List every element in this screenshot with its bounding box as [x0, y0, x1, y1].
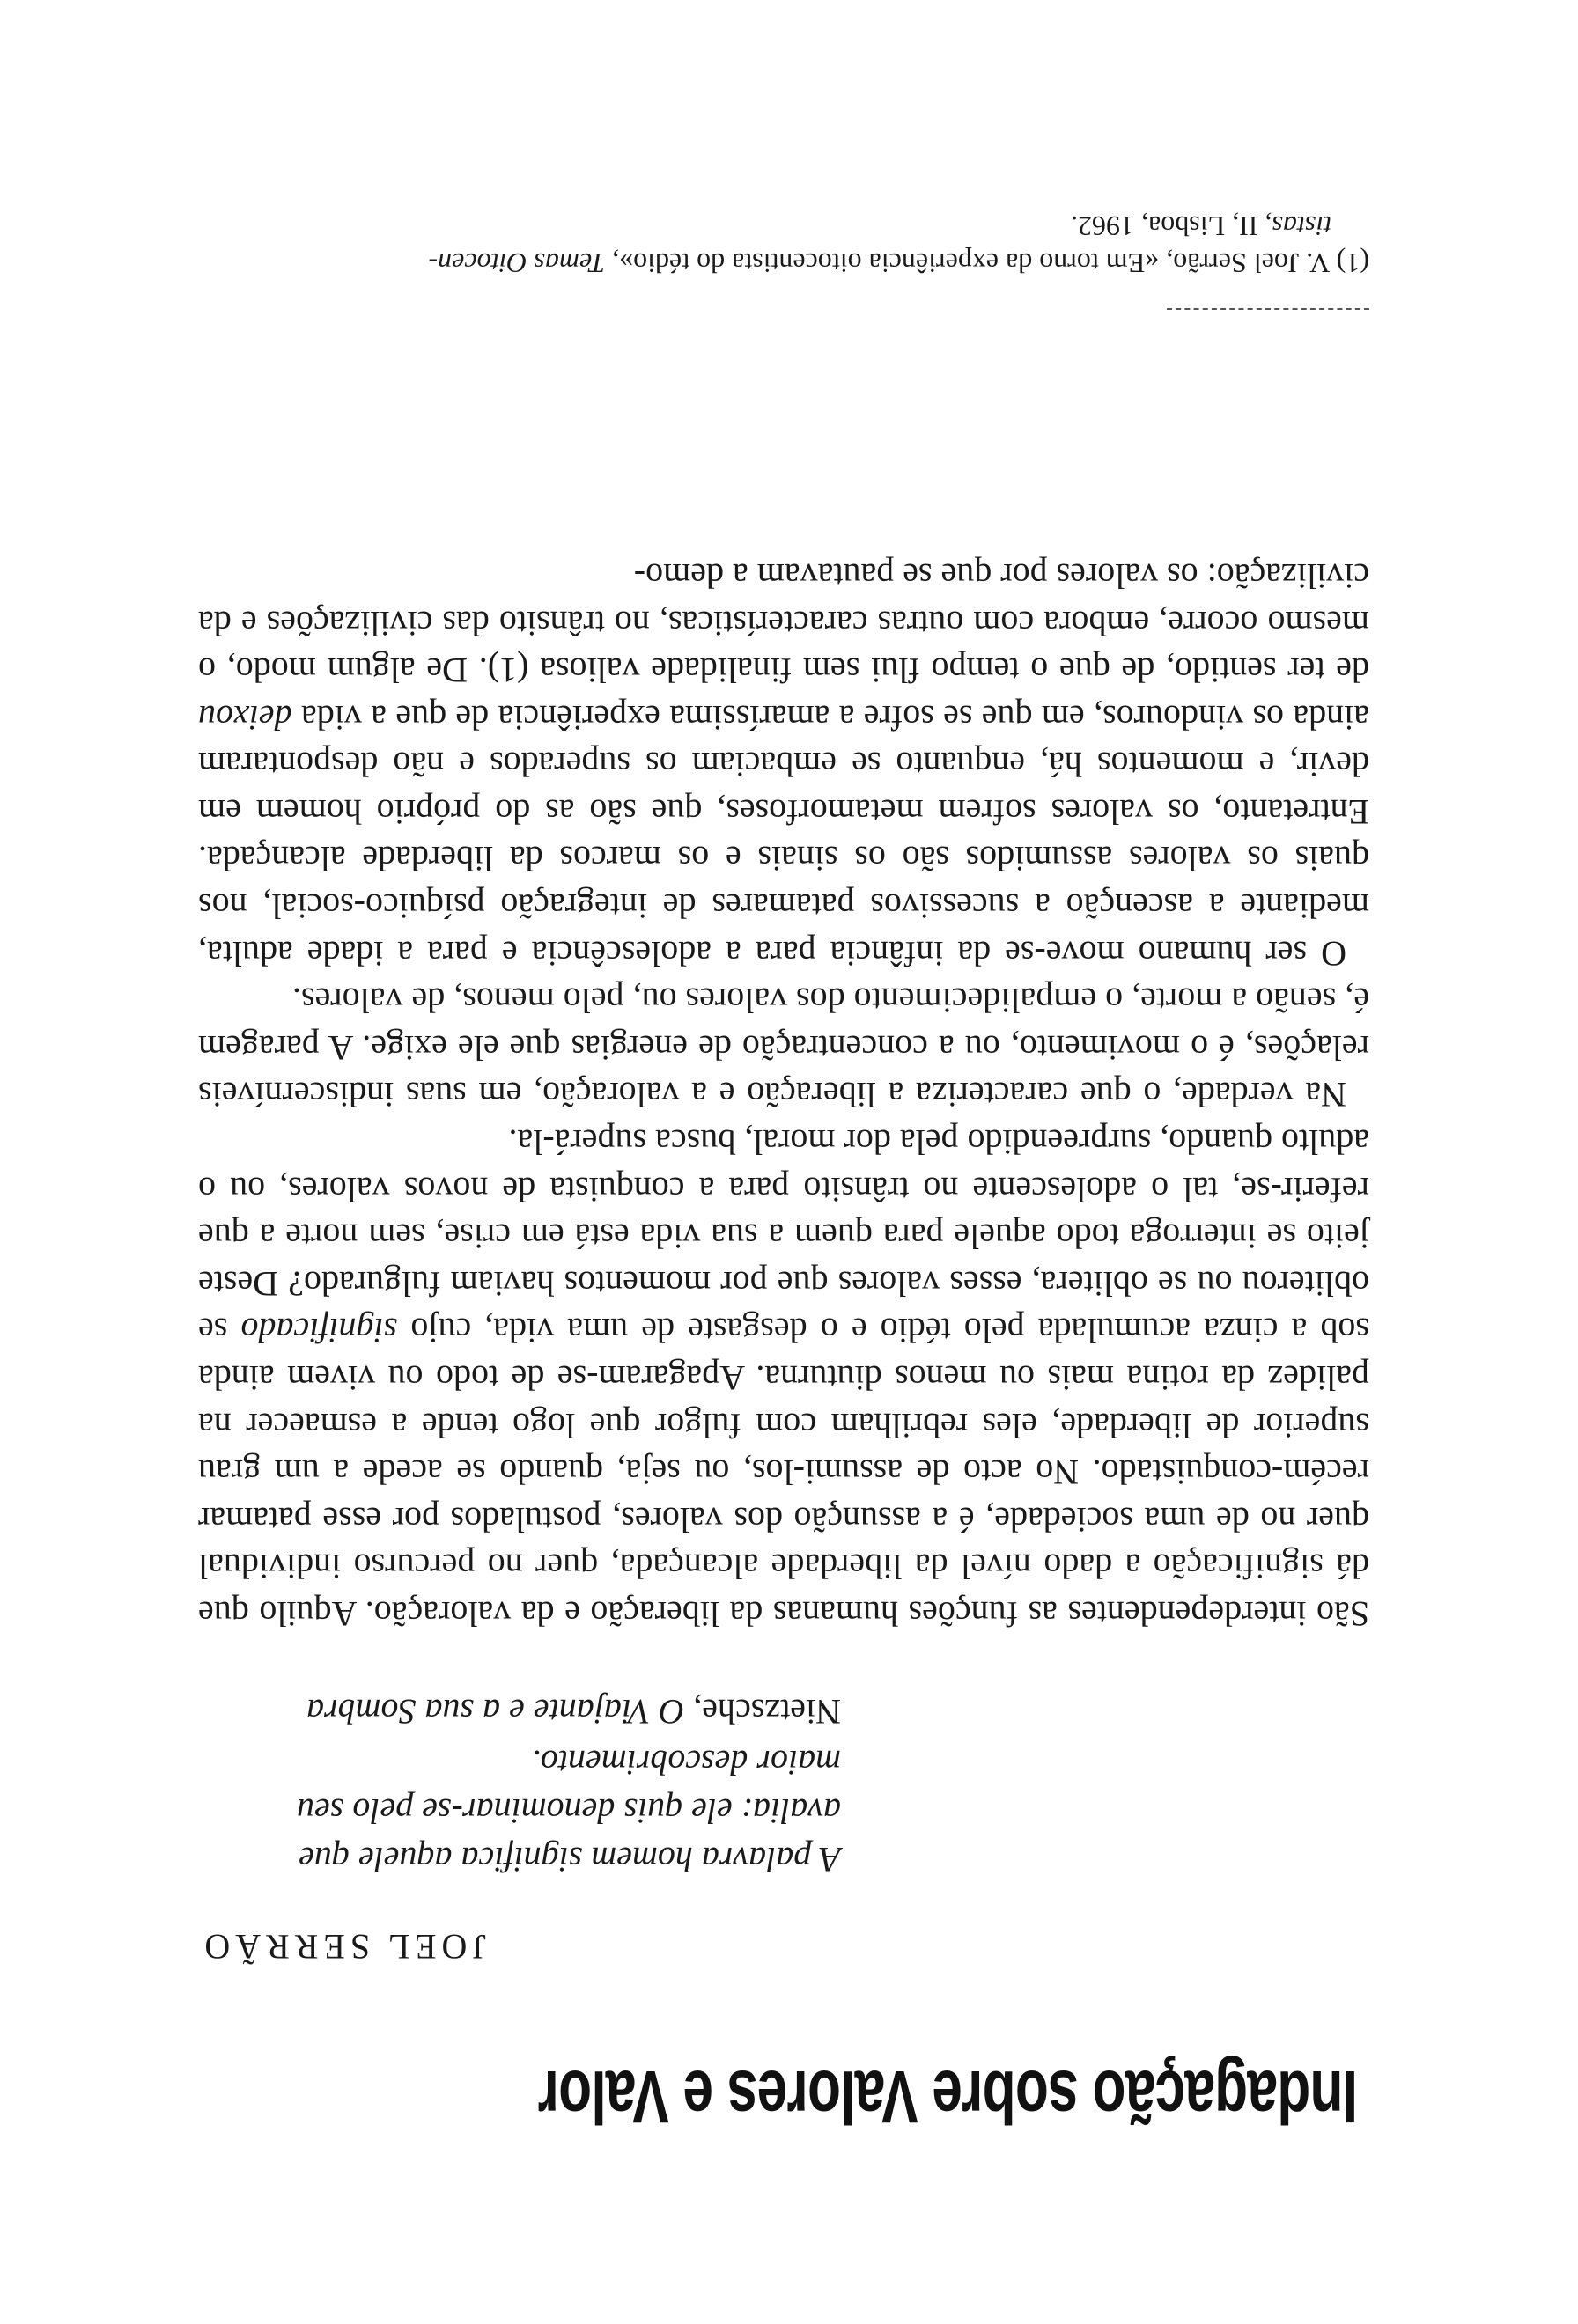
epigraph-source [207, 1688, 841, 1736]
epigraph-source-author: Nietzsche, [684, 1692, 841, 1732]
footnote-italic: tistas, [1265, 210, 1331, 242]
body-text: O ser humano move-se da infância para a adolescência e para a idade adulta, mediante a ascenção a sucessivos patamares de integração psíquico-social, nos quais os valores assumidos são os sinais e os marcos da liberdade alcançada. Entretanto, os valores sofrem metamorfoses, que são as do próprio homem em devir, e momentos há, enquanto se embaciam os superados e não despontaram ainda os vindouros, em que se sofre a amaríssima experiência de que a vida [198, 697, 1369, 974]
body-paragraph: Na verdade, o que caracteriza a liberação e a valoração, em suas indiscerníveis relações, é o movimento, ou a concentração de energias que ele exige. A paragem é, senão a morte, o empalidecimento dos valores ou, pelo menos, de valores. [198, 981, 1369, 1115]
footnote-rule [1167, 308, 1369, 310]
footnote-italic: Temas Oitocen- [428, 247, 606, 279]
footnote-line [198, 208, 1369, 245]
article-body [198, 552, 1369, 1637]
epigraph-line: maior descobrimento. [531, 1743, 841, 1783]
footnote-text: (1) V. Joel Serrão, «Em torno da experiência oitocentista do tédio», [605, 247, 1369, 279]
body-text: de ter sentido, de que o tempo flui sem finalidade valiosa (1). De algum modo, o mesmo ocorre, embora com outras características, no trânsito das civilizações e da civilização: os valores por que se pautavam a demo- [198, 555, 1369, 691]
epigraph-source-work: O Viajante e a sua Sombra [306, 1692, 685, 1732]
epigraph [207, 1739, 841, 1884]
body-text: se obliterou ou se oblitera, esses valores que por momentos haviam fulgurado? Deste jeito se interroga todo aquele para quem a sua vida está em crise, sem norte a que referir-se, tal o adolescente no trânsito para a conquista de novos valores, ou o adulto quando, surpreendido pela dor moral, busca superá-la. [198, 1122, 1369, 1351]
body-paragraph [198, 552, 1369, 976]
body-italic: deixou [198, 697, 292, 738]
epigraph-line: A palavra homem significa aquele que [299, 1840, 841, 1879]
body-italic: significado [240, 1311, 398, 1351]
footnote-text: II, Lisboa, 1962. [1071, 210, 1265, 242]
article-title: Indagação sobre Valores e Valor [538, 2056, 1358, 2138]
author-name: JOEL SERRÃO [199, 1927, 486, 1967]
body-text: São interdependentes as funções humanas da liberação e da valoração. Aquilo que dá significação a dado nível da liberdade alcançada, quer no percurso individual quer no de uma sociedade, é a assunção dos valores, postulados por esse patamar recém-conquistado. No acto de assumi-los, ou seja, quando se acede a um grau superior de liberdade, eles rebrilham com fulgor que logo tende a esmaecer na palidez da rotina mais ou menos diuturna. Apagaram-se de todo ou vivem ainda sob a cinza acumulada pelo tédio e o desgaste de uma vida, cujo [198, 1311, 1369, 1634]
body-paragraph [198, 1118, 1369, 1637]
footnote-line [198, 245, 1369, 282]
epigraph-line: avalia: ele quis denominar-se pelo seu [297, 1791, 841, 1831]
footnote [198, 208, 1369, 282]
